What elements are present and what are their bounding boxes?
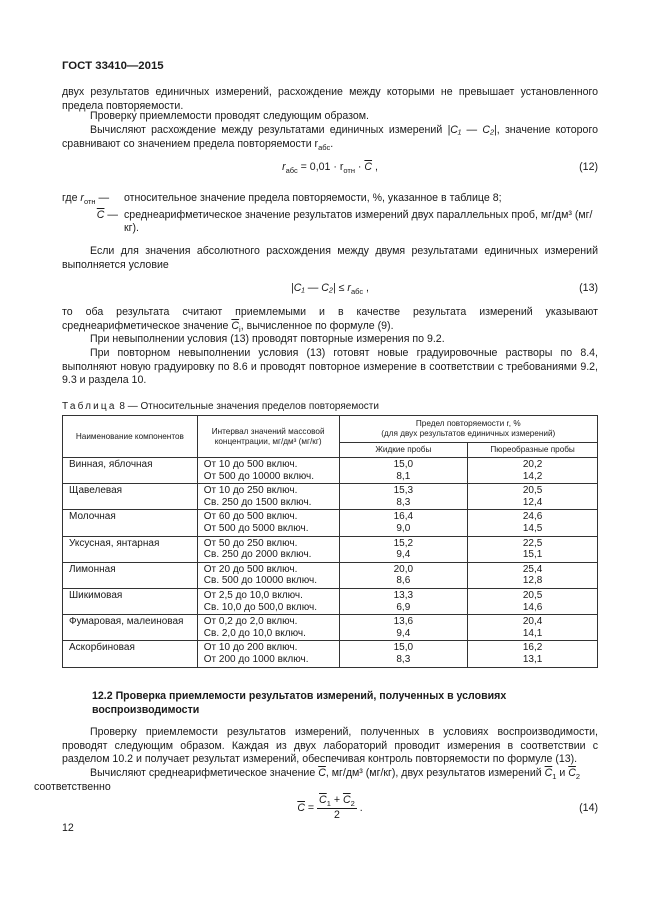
cell-component: Щавелевая: [63, 484, 198, 510]
paragraph-mean-value: Вычисляют среднеарифметическое значение $\overline{C}$, мг/дм³ (мг/кг), двух результатов измерений $\overline{C}_1$ и $\overline{C}_2$ соответственно: [34, 767, 581, 793]
cell-liquid: 13,6 9,4: [339, 615, 468, 641]
cell-puree: 24,6 14,5: [468, 510, 598, 536]
table-body: [63, 458, 598, 668]
formula-13: |C₁ — $C_2| \le r_{абс}$ , (13): [291, 282, 598, 297]
cell-puree: 22,5 15,1: [468, 536, 598, 562]
formula-14-number: (14): [579, 802, 598, 814]
header-interval: Интервал значений массовой концентрации, мг/дм³ (мг/кг): [197, 416, 339, 458]
paragraph-acceptable: то оба результата считают приемлемыми и в качестве результата измерений указывают среднеарифметическое значение $\overline{C}_i$, вычисленное по формуле (9).: [62, 306, 598, 334]
cell-puree: 16,2 13,1: [468, 641, 598, 667]
table-row: [63, 588, 598, 614]
table-row: [63, 458, 598, 484]
cell-puree: 20,5 14,6: [468, 588, 598, 614]
cell-component: Молочная: [63, 510, 198, 536]
table-row: [63, 562, 598, 588]
abs-difference-expr: |C₁ — C₂|: [447, 124, 497, 136]
cell-interval: От 20 до 500 включ. Св. 500 до 10000 включ.: [197, 562, 339, 588]
cell-liquid: 20,0 8,6: [339, 562, 468, 588]
table-row: [63, 510, 598, 536]
cell-puree: 20,4 14,1: [468, 615, 598, 641]
cell-component: Винная, яблочная: [63, 458, 198, 484]
paragraph-difference: Вычисляют расхождение между результатами единичных измерений |C₁ — C₂|, значение которого сравнивают со значением предела повторяемости $r_{абс}$.: [62, 124, 598, 152]
paragraph-check-method: Проверку приемлемости проводят следующим образом.: [90, 110, 369, 122]
table-row: [63, 536, 598, 562]
paragraph-repeat: При невыполнении условия (13) проводят повторные измерения по 9.2.: [90, 333, 445, 345]
page-number: 12: [62, 822, 74, 834]
cell-interval: От 60 до 500 включ. От 500 до 5000 включ.: [197, 510, 339, 536]
formula-12: $r_{абс} = 0,01 \cdot r_{отн} \cdot \overline{C}$ , (12): [282, 161, 598, 176]
legend-item-r-rel: где $r_{отн}$ — относительное значение предела повторяемости, %, указанное в таблице 8;: [62, 192, 502, 207]
table-row: [63, 641, 598, 667]
header-limit: Предел повторяемости r, % (для двух результатов единичных измерений): [339, 416, 598, 443]
paragraph-repeatability-intro: двух результатов единичных измерений, расхождение между которыми не превышает установленного предела повторяемости.: [62, 86, 598, 112]
cell-puree: 20,2 14,2: [468, 458, 598, 484]
formula-14: $\overline{C}$ = $\frac{\overline{C}_1 + \overline{C}_2}{2}$ . (14): [297, 794, 598, 821]
paragraph-reproducibility: Проверку приемлемости результатов измерений, полученных в условиях воспроизводимости, проводят следующим образом. Каждая из двух лабораторий проводит измерения в соответствии с разделом 10.2 и получает результат измерений, обеспечивая контроль повторяемости по формуле (13).: [62, 726, 598, 766]
header-component: Наименование компонентов: [63, 416, 198, 458]
legend-item-c-mean: $\overline{C}$ — среднеарифметическое значение результатов измерений двух параллельных проб, мг/дм³ (мг/кг).: [96, 208, 593, 235]
cell-interval: От 50 до 250 включ. Св. 250 до 2000 включ.: [197, 536, 339, 562]
cell-liquid: 15,3 8,3: [339, 484, 468, 510]
header-puree: Пюреобразные пробы: [468, 443, 598, 458]
formula-12-number: (12): [579, 161, 598, 173]
table-row: [63, 484, 598, 510]
paragraph-recalibrate: При повторном невыполнении условия (13) готовят новые градуировочные растворы по 8.4, выполняют новую градуировку по 8.6 и проводят повторное измерение в соответствии с требованиями 9.2, 9.3 и раздела 10.: [62, 347, 598, 387]
cell-puree: 25,4 12,8: [468, 562, 598, 588]
repeatability-table: [62, 415, 598, 668]
cell-component: Шикимовая: [63, 588, 198, 614]
cell-liquid: 13,3 6,9: [339, 588, 468, 614]
cell-component: Фумаровая, малеиновая: [63, 615, 198, 641]
document-code: ГОСТ 33410—2015: [62, 60, 164, 72]
variable-legend: [62, 192, 598, 236]
cell-liquid: 15,0 8,3: [339, 641, 468, 667]
cell-puree: 20,5 12,4: [468, 484, 598, 510]
cell-interval: От 2,5 до 10,0 включ. Св. 10,0 до 500,0 включ.: [197, 588, 339, 614]
cell-component: Аскорбиновая: [63, 641, 198, 667]
cell-interval: От 10 до 500 включ. От 500 до 10000 включ.: [197, 458, 339, 484]
cell-interval: От 10 до 200 включ. От 200 до 1000 включ.: [197, 641, 339, 667]
cell-component: Уксусная, янтарная: [63, 536, 198, 562]
cell-liquid: 15,2 9,4: [339, 536, 468, 562]
table-header-row: [63, 416, 598, 443]
cell-interval: От 0,2 до 2,0 включ. Св. 2,0 до 10,0 включ.: [197, 615, 339, 641]
cell-liquid: 15,0 8,1: [339, 458, 468, 484]
cell-liquid: 16,4 9,0: [339, 510, 468, 536]
paragraph-condition: Если для значения абсолютного расхождения между двумя результатами единичных измерений выполняется условие: [62, 245, 598, 271]
formula-13-number: (13): [579, 282, 598, 294]
cell-component: Лимонная: [63, 562, 198, 588]
table-row: [63, 615, 598, 641]
table-caption: Таблица 8 — Относительные значения пределов повторяемости: [62, 401, 379, 412]
cell-interval: От 10 до 250 включ. Св. 250 до 1500 включ.: [197, 484, 339, 510]
section-heading: 12.2 Проверка приемлемости результатов измерений, полученных в условиях воспроизводимости: [92, 690, 507, 716]
header-liquid: Жидкие пробы: [339, 443, 468, 458]
